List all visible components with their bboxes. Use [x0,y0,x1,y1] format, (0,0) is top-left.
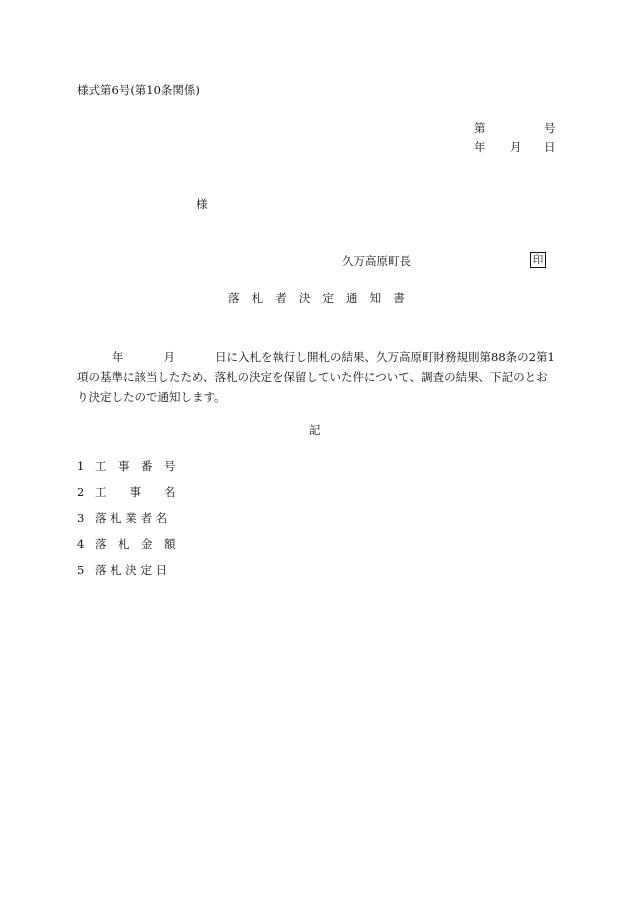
item-label: 工 事 名 [95,485,176,499]
title-char: 書 [393,291,405,305]
title-char: 札 [251,291,264,305]
item-label: 落 札 金 額 [95,537,176,551]
item-label: 落 札 業 者 名 [95,511,168,525]
sender-name: 久万高原町長 [342,254,411,268]
document-title [228,292,417,306]
date-month: 月 [510,140,522,154]
document-number-prefix: 第 [474,121,486,135]
item-number: 5 [77,563,85,577]
date-day: 日 [544,140,556,154]
title-char: 通 [346,291,358,305]
item-label: 工 事 番 号 [95,459,176,473]
body-year: 年 [112,350,124,364]
item-number: 1 [77,459,85,473]
item-number: 4 [77,537,85,551]
title-char: 者 [275,291,287,305]
body-month: 月 [163,350,175,364]
item-number: 3 [77,511,85,525]
item-number: 2 [77,485,85,499]
body-text: 日に入札を執行し開札の結果、久万高原町財務規則第88条の2第1項の基準に該当したため、落札の決定を保留していた件について、調査の結果、下記のとおり決定したので通知します。 [77,350,555,404]
title-char: 決 [298,291,311,305]
title-char: 知 [369,291,382,305]
seal-mark: 印 [530,252,546,268]
form-number: 様式第6号(第10条関係) [77,83,200,97]
ki-heading: 記 [309,423,321,437]
title-char: 落 [228,291,240,305]
document-number-suffix: 号 [544,121,556,135]
item-label: 落 札 決 定 日 [95,563,168,577]
addressee: 様 [196,197,208,211]
notice-body [77,347,557,407]
title-char: 定 [322,291,335,305]
date-year: 年 [474,140,486,154]
